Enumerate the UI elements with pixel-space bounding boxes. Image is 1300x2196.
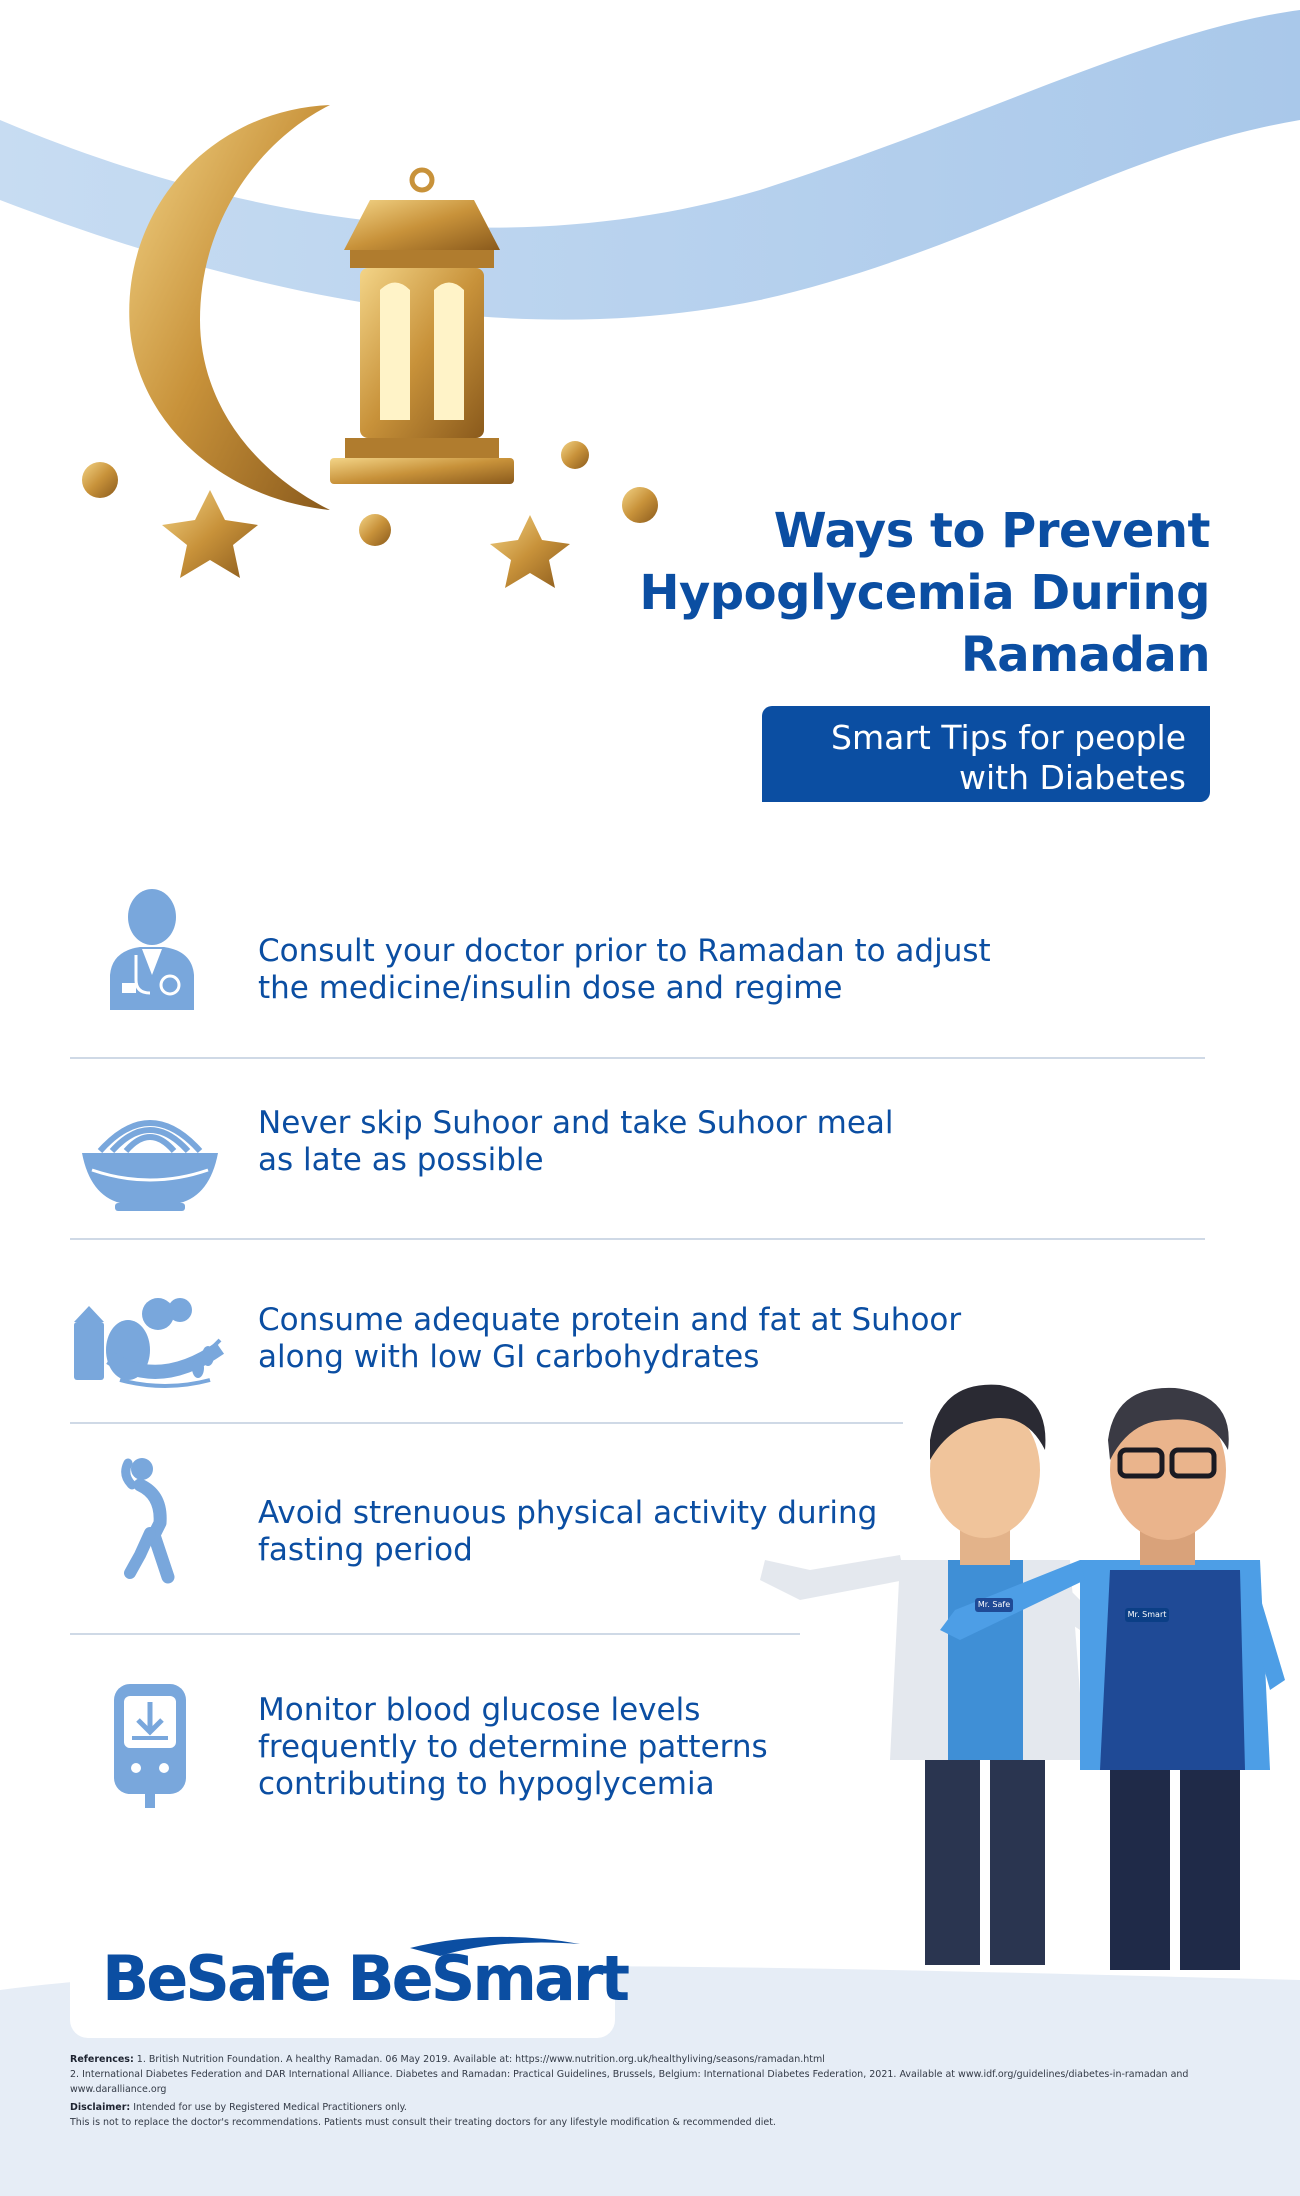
page-title-line-2: Hypoglycemia During: [639, 565, 1210, 621]
tip-1-line-1: Consult your doctor prior to Ramadan to adjust: [258, 933, 991, 969]
tip-5-line-1: Monitor blood glucose levels: [258, 1692, 701, 1728]
subtitle-badge: [762, 706, 1210, 802]
reference-1: 1. British Nutrition Foundation. A healthy Ramadan. 06 May 2019. Available at: https://www.nutrition.org.uk/healthyliving/seasons/ramadan.html: [136, 2054, 825, 2065]
characters-illustration: [760, 1385, 1285, 1970]
tip-5-line-3: contributing to hypoglycemia: [258, 1766, 715, 1802]
page-title-line-3: Ramadan: [960, 627, 1210, 683]
references-label: References:: [70, 2054, 134, 2065]
exercise-icon: [70, 1455, 230, 1585]
divider: [70, 1057, 1205, 1059]
tip-3-line-2: along with low GI carbohydrates: [258, 1339, 760, 1375]
reference-2: 2. International Diabetes Federation and DAR International Alliance. Diabetes and Ramadan: Practical Guidelines, Brussels, Belgium: International Diabetes Federation, 2021. Available at www.idf.org/guidelines/diabetes-in-ramadan and www.daralliance.org: [70, 2069, 1189, 2095]
tip-2-line-1: Never skip Suhoor and take Suhoor meal: [258, 1105, 894, 1141]
disclaimer-label: Disclaimer:: [70, 2102, 131, 2113]
logo-text: BeSafe BeSmart: [102, 1942, 628, 2015]
tip-5-line-2: frequently to determine patterns: [258, 1729, 768, 1765]
doctor-icon: [70, 885, 230, 1015]
besafe-besmart-logo: [70, 1930, 628, 2040]
tip-4-line-1: Avoid strenuous physical activity during: [258, 1495, 878, 1531]
tip-1-line-2: the medicine/insulin dose and regime: [258, 970, 843, 1006]
crescent-moon-illustration: [129, 105, 330, 510]
tip-3-line-1: Consume adequate protein and fat at Suhoor: [258, 1302, 962, 1338]
suhoor-meal-icon: [70, 1095, 230, 1225]
tip-4-line-2: fasting period: [258, 1532, 473, 1568]
disclaimer-2: This is not to replace the doctor's recommendations. Patients must consult their treating doctors for any lifestyle modification & recommended diet.: [70, 2117, 776, 2128]
mr-safe-badge: Mr. Safe: [975, 1598, 1013, 1612]
disclaimer-1: Intended for use by Registered Medical Practitioners only.: [133, 2102, 407, 2113]
glucose-meter-icon: [70, 1680, 230, 1810]
mr-smart-badge: Mr. Smart: [1125, 1608, 1169, 1622]
mr-safe-character: [760, 1385, 1100, 1965]
footer-references: [70, 2052, 1230, 2133]
title-block: [450, 500, 1210, 686]
subtitle-line-1: Smart Tips for people: [831, 718, 1186, 757]
divider: [70, 1238, 1205, 1240]
subtitle-line-2: with Diabetes: [959, 758, 1186, 797]
protein-food-icon: [70, 1280, 230, 1410]
lantern-illustration: [330, 170, 514, 484]
page-title-line-1: Ways to Prevent: [773, 503, 1210, 559]
tip-2-line-2: as late as possible: [258, 1142, 544, 1178]
divider: [70, 1422, 903, 1424]
divider: [70, 1633, 800, 1635]
